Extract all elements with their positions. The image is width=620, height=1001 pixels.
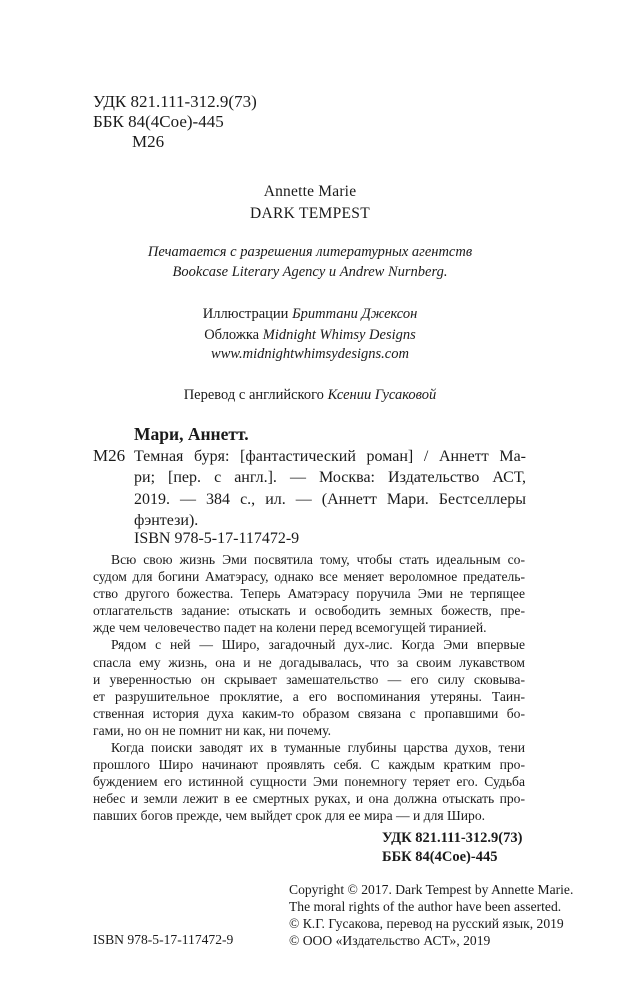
annotation-line: ет разрушительное проклятие, а его воспоминания утеряны. Таин- bbox=[93, 688, 525, 704]
annotation-line: буждением его истинной сущности Эми понемногу теряет его. Судьба bbox=[93, 774, 525, 790]
annotation-line: жде чем человечество падет на колени перед всемогущей тиранией. bbox=[93, 620, 487, 636]
translator-name: Ксении Гусаковой bbox=[327, 387, 437, 403]
annotation-line: гами, но он не помнит ни как, ни почему. bbox=[93, 722, 331, 738]
annotation bbox=[93, 551, 525, 825]
bottom-udk-code: УДК 821.111-312.9(73) bbox=[382, 830, 523, 846]
annotation-line: небес и земли лежит в ее смертных руках, и она должна отыскать про- bbox=[93, 791, 525, 807]
original-title: DARK TEMPEST bbox=[249, 205, 370, 222]
annotation-line: и уверенностью он скрывает замешательство — его силу сковыва- bbox=[93, 671, 525, 687]
catalog-description-line: Темная буря: [фантастический роман] / Аннетт Ма- bbox=[134, 448, 526, 465]
catalog-isbn: ISBN 978-5-17-117472-9 bbox=[134, 530, 300, 547]
catalog-author-sign: М26 bbox=[93, 446, 126, 465]
annotation-line: прошлого Широ начинают проявлять себя. С каждым кратким про- bbox=[93, 757, 525, 773]
annotation-line: Рядом с ней — Широ, загадочный дух-лис. Когда Эми впервые bbox=[111, 637, 525, 653]
translation-credit bbox=[0, 387, 620, 404]
annotation-paragraph bbox=[93, 636, 525, 739]
copyright-line: The moral rights of the author have been asserted. bbox=[289, 899, 562, 914]
cover-label: Обложка bbox=[204, 327, 260, 343]
copyright-line: © ООО «Издательство АСТ», 2019 bbox=[289, 933, 491, 948]
bbk-code: ББК 84(4Сое)-445 bbox=[93, 112, 224, 131]
permission-line-2: Bookcase Literary Agency и Andrew Nurnberg. bbox=[172, 264, 448, 280]
footer-isbn: ISBN 978-5-17-117472-9 bbox=[93, 932, 234, 947]
annotation-paragraph bbox=[93, 551, 525, 636]
author-sign: М26 bbox=[132, 132, 165, 151]
annotation-line: Всю свою жизнь Эми посвятила тому, чтобы стать идеальным со- bbox=[111, 552, 525, 567]
catalog-heading: Мари, Аннетт. bbox=[134, 424, 249, 444]
annotation-line: ственная история духа каким-то образом связана с пропавшими бо- bbox=[93, 705, 525, 721]
catalog-description-line: фэнтези). bbox=[134, 511, 199, 529]
annotation-line: ство другого божества. Теперь Аматэрасу поручила Эми не терпящее bbox=[93, 586, 525, 602]
permission-line-1: Печатается с разрешения литературных агентств bbox=[147, 244, 473, 260]
annotation-line: судом для богини Аматэрасу, однако все меняет вероломное предатель- bbox=[93, 569, 525, 585]
annotation-line: спасла ему жизнь, она и не догадывалась, что за своим лукавством bbox=[93, 654, 525, 670]
annotation-line: Когда поиски заводят их в туманные глубины царства духов, тени bbox=[111, 740, 525, 756]
annotation-paragraph bbox=[93, 739, 525, 824]
designer-website: www.midnightwhimsydesigns.com bbox=[211, 346, 409, 362]
copyright-block bbox=[289, 881, 573, 949]
copyright-line: Copyright © 2017. Dark Tempest by Annette Marie. bbox=[289, 882, 574, 897]
illustrator-name: Бриттани Джексон bbox=[292, 306, 418, 322]
catalog-description-line: 2019. — 384 с., ил. — (Аннетт Мари. Бестселлеры bbox=[134, 490, 526, 508]
catalog-description-line: ри; [пер. с англ.]. — Москва: Издательство АСТ, bbox=[134, 469, 526, 487]
bottom-bbk-code: ББК 84(4Сое)-445 bbox=[382, 849, 498, 865]
illustrations-credit bbox=[0, 306, 620, 323]
annotation-line: павших богов прежде, чем выйдет срок для ее мира — и для Широ. bbox=[93, 808, 486, 824]
annotation-line: отлагательств задание: отыскать и освободить земных божеств, пре- bbox=[93, 603, 525, 619]
cover-designer: Midnight Whimsy Designs bbox=[262, 327, 416, 343]
translation-label: Перевод с английского bbox=[183, 387, 324, 403]
catalog-description bbox=[134, 446, 526, 531]
cover-credit bbox=[0, 327, 620, 344]
original-author: Annette Marie bbox=[263, 183, 357, 200]
copyright-line: © К.Г. Гусакова, перевод на русский язык, 2019 bbox=[289, 916, 564, 931]
udk-code: УДК 821.111-312.9(73) bbox=[93, 92, 257, 111]
illustrations-label: Иллюстрации bbox=[202, 306, 289, 322]
